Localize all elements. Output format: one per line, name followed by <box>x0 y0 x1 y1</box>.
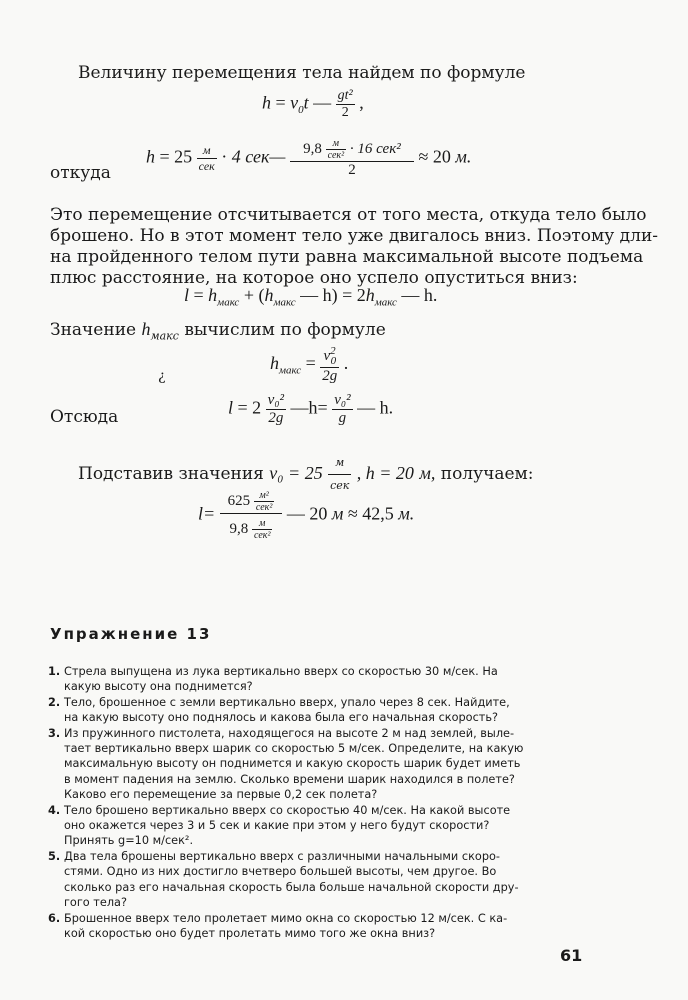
exercise-line: Стрела выпущена из лука вертикально вверх со скоростью 30 м/сек. На <box>64 665 498 678</box>
exercise-item <box>48 849 588 911</box>
calc1-big-fraction <box>290 138 414 179</box>
formula-h-eq: = <box>275 92 286 113</box>
paragraph-line: плюс расстояние, на которое оно успело опуститься вниз: <box>50 268 578 288</box>
exercise-line: гого тела? <box>64 896 127 910</box>
formula-h-den: 2 <box>341 105 349 120</box>
formula-l2-den1: 2g <box>268 410 284 426</box>
exercise-item <box>48 911 588 942</box>
final-unit2: м. <box>398 503 415 524</box>
formula-h-minus: — <box>313 92 332 113</box>
final-den <box>220 514 283 541</box>
final-fraction <box>220 490 283 541</box>
exercise-line: Тело брошено вертикально вверх со скоростью 40 м/сек. На какой высоте <box>64 803 511 817</box>
formula-h-lhs: h <box>262 92 271 113</box>
calc1-big-unit-den: сек² <box>327 150 345 161</box>
exercise-line: Брошенное вверх тело пролетает мимо окна со скоростью 12 м/сек. С ка- <box>64 911 508 925</box>
paragraph-line: на пройденного телом пути равна максимальной высоте подъема <box>50 247 644 267</box>
formula-l2-end: — h. <box>357 397 394 418</box>
formula-h-sub: 0 <box>298 104 304 117</box>
formula-h <box>262 88 364 121</box>
final-l: l= <box>198 503 216 524</box>
calc1-big-val: 9,8 <box>303 140 322 157</box>
formula-l-eq: = <box>193 285 204 305</box>
calc1-unit <box>197 143 217 174</box>
final-top-val: 625 <box>227 492 251 509</box>
exercise-line: стями. Одно из них достигло вчетверо большей высоты, чем другое. Во <box>64 865 497 879</box>
final-top-unit-num: м² <box>254 490 274 502</box>
formula-hmax-h: h <box>270 353 279 374</box>
calc1-v: 25 <box>174 146 193 167</box>
formula-l-s2: макс <box>273 296 296 309</box>
substitute-post: получаем: <box>440 464 534 484</box>
formula-l-mh: — h) = 2 <box>300 285 366 305</box>
final-num <box>220 490 283 514</box>
formula-l-plus: + ( <box>243 285 265 305</box>
intro-text: Величину перемещения тела найдем по формуле <box>78 63 526 83</box>
hmax-text-h: h <box>141 319 151 339</box>
calc1-result: 20 <box>432 146 451 167</box>
formula-l2-mid: —h= <box>290 397 328 418</box>
formula-l2-frac1 <box>266 392 286 427</box>
final-top-unit <box>254 490 274 513</box>
calc1-big-unit-num: м <box>326 138 346 150</box>
formula-hmax-num-v: v <box>323 348 331 364</box>
formula-l2-eq: = 2 <box>237 397 262 418</box>
exercise-line: Два тела брошены вертикально вверх с различными начальными скоро- <box>64 849 500 863</box>
stray-mark: ¿ <box>158 368 166 384</box>
exercise-line: какую высоту она поднимется? <box>64 680 253 694</box>
exercise-line: Из пружинного пистолета, находящегося на высоте 2 м над землей, выле- <box>64 726 515 740</box>
calc1-big-rest: · 16 сек² <box>349 140 401 157</box>
exercise-item <box>48 803 588 849</box>
hmax-text-sub: макс <box>150 329 179 343</box>
exercise-num: 6. <box>48 911 61 925</box>
paragraph-line: Это перемещение отсчитывается от того места, откуда тело было <box>50 205 647 225</box>
formula-h-num: gt² <box>337 88 353 103</box>
formula-l-h3: h <box>365 285 375 305</box>
formula-l2-den2: g <box>338 410 347 426</box>
exercise-line: на какую высоту оно поднялось и какова была его начальная скорость? <box>64 711 499 725</box>
formula-l-h2: h <box>264 285 274 305</box>
substitute-unit-m: м, <box>419 463 436 483</box>
exercise-line: Каково его перемещение за первые 0,2 сек полета? <box>64 788 378 802</box>
formula-hmax-num-sub: 0 <box>330 355 337 367</box>
formula-l-s1: макс <box>217 296 240 309</box>
formula-hmax-fraction <box>320 345 339 385</box>
exercise-line: в момент падения на землю. Сколько времени шарик находился в полете? <box>64 772 515 786</box>
final-value: 42,5 <box>362 503 394 524</box>
formula-l-h1: h <box>208 285 218 305</box>
substitute-pre: Подставив значения <box>78 464 264 484</box>
exercise-item <box>48 664 588 695</box>
formula-h-t: t <box>303 92 309 113</box>
formula-h-comma: , <box>359 92 364 113</box>
exercise-line: максимальную высоту он поднимется и какую скорость шарик будет иметь <box>64 757 521 771</box>
exercise-num: 4. <box>48 803 61 817</box>
formula-hmax-den: 2g <box>322 368 338 384</box>
formula-h-v: v <box>290 92 299 113</box>
calc1-big-den: 2 <box>348 162 356 178</box>
calc1-result-unit: м. <box>455 146 472 167</box>
substitute-mid: , h = 20 <box>356 463 414 483</box>
substitute-v0: v₀ = 25 <box>269 463 323 483</box>
exercise-line: оно окажется через 3 и 5 сек и какие при этом у него будут скорости? <box>64 819 490 833</box>
calc1-lhs: h <box>146 146 155 167</box>
hmax-text-pre: Значение <box>50 320 137 340</box>
formula-l-end: — h. <box>401 285 438 305</box>
formula-l-s3: макс <box>374 296 397 309</box>
final-approx: ≈ <box>347 503 358 524</box>
exercise-num: 2. <box>48 695 61 709</box>
final-bot-unit-num: м <box>252 518 272 530</box>
calc1-t: 4 сек— <box>231 146 286 167</box>
formula-hmax-eq: = <box>305 353 316 374</box>
otsyuda-label: Отсюда <box>50 407 119 427</box>
calc1-unit-num: м <box>197 143 217 159</box>
formula-l <box>184 285 437 309</box>
substitute-unit-num: м <box>328 452 351 475</box>
final-bot-val: 9,8 <box>229 520 249 537</box>
otkuda-label: откуда <box>50 163 111 183</box>
calc1-dot: · <box>221 146 228 167</box>
calc1-big-num <box>290 138 414 162</box>
formula-l2-num2: v₀² <box>334 392 351 408</box>
calc1-unit-den: сек <box>198 159 215 173</box>
final-bot-unit <box>252 518 272 541</box>
final-unit1: м <box>331 503 344 524</box>
formula-hmax-num <box>320 345 339 368</box>
formula-hmax-num-sup: 2 <box>330 345 336 357</box>
hmax-text-post: вычислим по формуле <box>184 320 386 340</box>
exercise-item <box>48 695 588 726</box>
formula-l2 <box>228 392 393 427</box>
formula-h-fraction <box>336 88 355 121</box>
formula-hmax-dot: . <box>343 353 349 374</box>
formula-l-l: l <box>184 285 190 305</box>
exercise-title: Упражнение 13 <box>50 625 212 643</box>
exercise-line: сколько раз его начальная скорость была больше начальной скорости дру- <box>64 880 519 894</box>
calc1-big-unit <box>326 138 346 161</box>
formula-l2-l: l <box>228 397 234 418</box>
exercise-num: 5. <box>48 849 61 863</box>
final-bot-unit-den: сек² <box>254 530 271 541</box>
calc1 <box>146 138 471 179</box>
final-formula <box>198 490 414 541</box>
exercise-num: 1. <box>48 665 61 678</box>
calc1-eq: = <box>159 146 170 167</box>
final-top-unit-den: сек² <box>255 502 273 513</box>
exercise-line: Принять g=10 м/сек². <box>64 834 194 848</box>
exercise-line: тает вертикально вверх шарик со скоростью 5 м/сек. Определите, на какую <box>64 742 524 756</box>
final-rest: — 20 <box>286 503 328 524</box>
hmax-text <box>50 318 386 347</box>
paragraph <box>50 205 659 289</box>
exercise-list <box>48 664 588 941</box>
exercise-item <box>48 726 588 803</box>
substitute-unit-den: сек <box>330 479 350 492</box>
formula-hmax <box>270 345 348 385</box>
formula-l2-num1: v₀² <box>267 392 285 408</box>
page-number: 61 <box>560 946 583 965</box>
formula-hmax-sub: макс <box>279 364 302 377</box>
exercise-num: 3. <box>48 726 61 740</box>
formula-l2-frac2 <box>332 392 352 427</box>
paragraph-line: брошено. Но в этот момент тело уже двигалось вниз. Поэтому дли- <box>50 226 659 246</box>
exercise-line: Тело, брошенное с земли вертикально вверх, упало через 8 сек. Найдите, <box>64 695 510 709</box>
calc1-approx: ≈ <box>418 146 429 167</box>
exercise-line: кой скоростью оно будет пролетать мимо того же окна вниз? <box>64 926 436 940</box>
